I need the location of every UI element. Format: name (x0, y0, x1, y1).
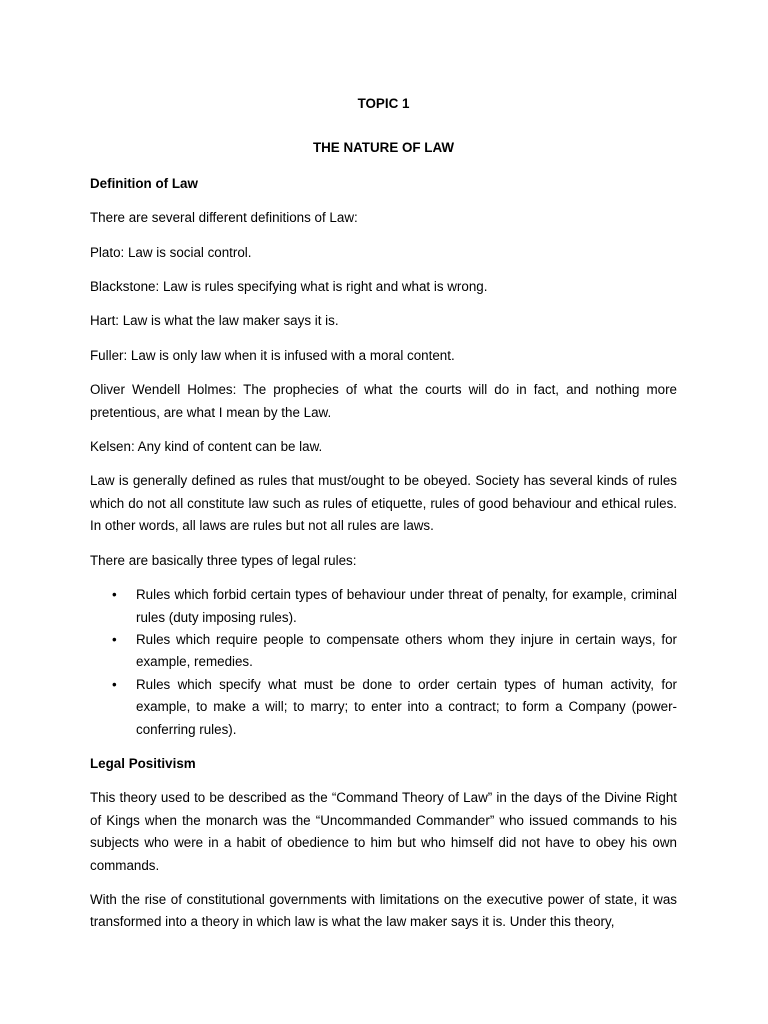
definition-holmes: Oliver Wendell Holmes: The prophecies of what the courts will do in fact, and nothing more pretentious, are what I mean by the Law. (90, 382, 677, 420)
definition-plato: Plato: Law is social control. (90, 244, 252, 260)
general-definition-paragraph: Law is generally defined as rules that must/ought to be obeyed. Society has several kinds of rules which do not all constitute law such as rules of etiquette, rules of good behaviour and ethical rules. In other words, all laws are rules but not all rules are laws. (90, 473, 677, 534)
positivism-paragraph: This theory used to be described as the “Command Theory of Law” in the days of the Divine Right of Kings when the monarch was the “Uncommanded Commander” who issued commands to his subjects who were in a habit of obedience to him but who himself did not have to obey his own commands. (90, 790, 677, 873)
rule-type-text: Rules which forbid certain types of behaviour under threat of penalty, for example, criminal rules (duty imposing rules). (136, 587, 677, 625)
topic-label: TOPIC 1 (357, 96, 410, 111)
definition-heading: Definition of Law (90, 175, 198, 191)
bullet-icon: • (112, 631, 117, 647)
rule-types-intro: There are basically three types of legal rules: (90, 552, 357, 568)
bullet-icon: • (112, 587, 117, 603)
list-item (90, 584, 677, 629)
definition-kelsen: Kelsen: Any kind of content can be law. (90, 439, 323, 455)
list-item (90, 674, 677, 741)
positivism-paragraph: With the rise of constitutional governments with limitations on the executive power of state, it was transformed into a theory in which law is what the law maker says it is. Under this theory, (90, 891, 677, 930)
bullet-icon: • (112, 676, 117, 692)
positivism-heading: Legal Positivism (90, 755, 196, 771)
rule-types-list (90, 584, 677, 741)
definition-blackstone: Blackstone: Law is rules specifying what is right and what is wrong. (90, 279, 488, 295)
list-item (90, 629, 677, 674)
rule-type-text: Rules which specify what must be done to order certain types of human activity, for example, to make a will; to marry; to enter into a contract; to form a Company (power-conferring rules). (136, 676, 677, 737)
definition-hart: Hart: Law is what the law maker says it is. (90, 313, 339, 329)
document-page (90, 93, 677, 946)
definitions-intro: There are several different definitions of Law: (90, 210, 358, 226)
rule-type-text: Rules which require people to compensate others whom they injure in certain ways, for example, remedies. (136, 631, 677, 670)
definition-fuller: Fuller: Law is only law when it is infused with a moral content. (90, 347, 455, 363)
page-title: THE NATURE OF LAW (312, 140, 455, 156)
